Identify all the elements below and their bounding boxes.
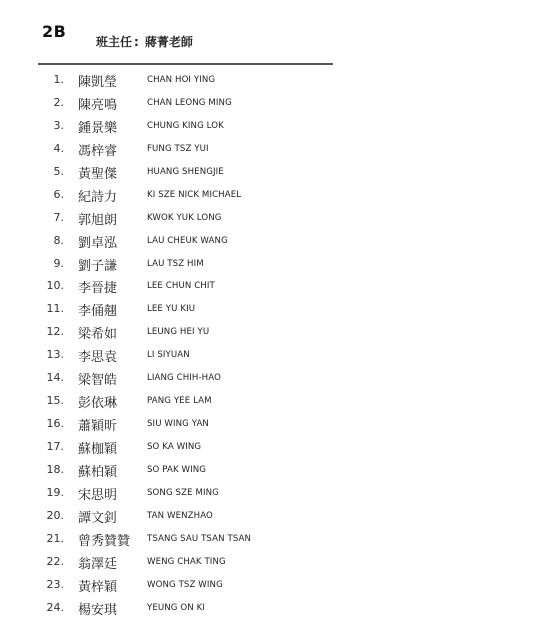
student-row bbox=[0, 437, 554, 460]
student-english-name: TAN WENZHAO bbox=[147, 510, 213, 521]
student-english-name: CHUNG KING LOK bbox=[147, 120, 224, 131]
student-row bbox=[0, 162, 554, 185]
student-chinese-name: 譚文釗 bbox=[78, 510, 118, 526]
student-number: 14. bbox=[46, 371, 64, 385]
student-chinese-name: 李俑翹 bbox=[78, 304, 118, 320]
student-number: 16. bbox=[46, 417, 64, 431]
teacher-separator: : bbox=[134, 35, 139, 49]
student-english-name: SIU WING YAN bbox=[147, 419, 209, 430]
student-row bbox=[0, 299, 554, 322]
student-row bbox=[0, 276, 554, 299]
student-number: 11. bbox=[46, 302, 64, 316]
student-number: 22. bbox=[46, 554, 64, 568]
student-chinese-name: 李晉捷 bbox=[78, 281, 118, 297]
student-english-name: HUANG SHENGJIE bbox=[147, 166, 224, 177]
student-chinese-name: 紀詩力 bbox=[78, 189, 118, 205]
student-chinese-name: 彭依琳 bbox=[78, 396, 118, 412]
student-number: 7. bbox=[53, 210, 64, 224]
student-chinese-name: 蕭穎昕 bbox=[78, 419, 118, 435]
student-chinese-name: 劉子謙 bbox=[78, 258, 118, 274]
teacher-label: 班主任 bbox=[96, 35, 133, 49]
student-row bbox=[0, 598, 554, 621]
student-english-name: LEUNG HEI YU bbox=[147, 327, 210, 338]
student-number: 19. bbox=[46, 485, 64, 499]
student-chinese-name: 曾秀贊贊 bbox=[78, 533, 131, 549]
student-english-name: WONG TSZ WING bbox=[147, 579, 223, 590]
student-number: 4. bbox=[53, 141, 64, 155]
student-chinese-name: 蘇柏穎 bbox=[78, 464, 118, 480]
student-row bbox=[0, 70, 554, 93]
student-row bbox=[0, 254, 554, 277]
student-english-name: SO PAK WING bbox=[147, 464, 207, 475]
student-number: 24. bbox=[46, 600, 64, 614]
student-number: 2. bbox=[53, 95, 64, 109]
student-english-name: LI SIYUAN bbox=[147, 350, 190, 361]
student-english-name: SO KA WING bbox=[147, 442, 202, 452]
student-chinese-name: 劉卓泓 bbox=[78, 235, 118, 251]
student-english-name: WENG CHAK TING bbox=[147, 556, 226, 567]
student-number: 13. bbox=[46, 348, 64, 362]
student-row bbox=[0, 575, 554, 598]
student-number: 20. bbox=[46, 508, 64, 522]
student-chinese-name: 陳凱瑩 bbox=[78, 75, 118, 90]
student-row bbox=[0, 322, 554, 345]
student-row bbox=[0, 368, 554, 391]
student-row bbox=[0, 552, 554, 575]
student-english-name: PANG YEE LAM bbox=[147, 396, 212, 407]
student-number: 3. bbox=[53, 118, 64, 132]
student-english-name: LIANG CHIH-HAO bbox=[147, 373, 221, 384]
student-number: 23. bbox=[46, 577, 64, 591]
class-code-heading: 2B bbox=[42, 22, 67, 41]
student-chinese-name: 梁希如 bbox=[78, 327, 118, 343]
student-chinese-name: 李思袁 bbox=[78, 350, 118, 366]
student-row bbox=[0, 460, 554, 483]
student-roster bbox=[0, 70, 554, 621]
student-chinese-name: 陳亮鳴 bbox=[78, 97, 118, 113]
student-number: 8. bbox=[53, 233, 64, 247]
student-number: 17. bbox=[46, 440, 64, 453]
class-teacher-line bbox=[96, 33, 193, 50]
student-number: 1. bbox=[53, 73, 64, 86]
student-row bbox=[0, 345, 554, 368]
student-english-name: FUNG TSZ YUI bbox=[147, 143, 209, 154]
student-number: 6. bbox=[53, 187, 64, 201]
student-row bbox=[0, 231, 554, 254]
student-chinese-name: 馮梓睿 bbox=[78, 143, 118, 159]
student-number: 18. bbox=[46, 462, 64, 476]
student-number: 12. bbox=[46, 325, 64, 339]
student-row bbox=[0, 391, 554, 414]
student-row bbox=[0, 506, 554, 529]
student-chinese-name: 郭旭朗 bbox=[78, 212, 118, 228]
student-number: 21. bbox=[46, 531, 64, 545]
student-english-name: CHAN LEONG MING bbox=[147, 97, 232, 108]
student-number: 5. bbox=[53, 164, 64, 178]
student-row bbox=[0, 414, 554, 437]
student-chinese-name: 楊安琪 bbox=[78, 602, 118, 618]
student-row bbox=[0, 93, 554, 116]
student-english-name: LAU CHEUK WANG bbox=[147, 235, 228, 246]
teacher-name: 蔣菁老師 bbox=[144, 35, 193, 49]
student-english-name: SONG SZE MING bbox=[147, 487, 219, 498]
student-row bbox=[0, 483, 554, 506]
student-chinese-name: 黃梓穎 bbox=[78, 579, 118, 595]
student-number: 10. bbox=[46, 279, 64, 293]
student-number: 9. bbox=[53, 256, 64, 270]
student-number: 15. bbox=[46, 394, 64, 408]
student-english-name: KI SZE NICK MICHAEL bbox=[147, 189, 242, 200]
student-row bbox=[0, 208, 554, 231]
student-chinese-name: 蘇枷穎 bbox=[78, 442, 118, 457]
header-divider bbox=[38, 63, 333, 65]
student-row bbox=[0, 139, 554, 162]
student-english-name: TSANG SAU TSAN TSAN bbox=[147, 533, 252, 544]
student-row bbox=[0, 185, 554, 208]
student-english-name: YEUNG ON KI bbox=[147, 602, 205, 613]
student-english-name: LEE CHUN CHIT bbox=[147, 281, 215, 292]
student-row bbox=[0, 529, 554, 552]
student-row bbox=[0, 116, 554, 139]
student-english-name: LEE YU KIU bbox=[147, 304, 196, 315]
student-english-name: KWOK YUK LONG bbox=[147, 212, 222, 223]
student-chinese-name: 梁智皓 bbox=[78, 373, 118, 389]
student-english-name: LAU TSZ HIM bbox=[147, 258, 204, 269]
student-english-name: CHAN HOI YING bbox=[147, 75, 216, 85]
student-chinese-name: 鍾景樂 bbox=[78, 120, 118, 136]
student-chinese-name: 宋思明 bbox=[78, 487, 118, 503]
student-chinese-name: 翁澤廷 bbox=[78, 556, 118, 572]
student-chinese-name: 黃聖傑 bbox=[78, 166, 118, 182]
